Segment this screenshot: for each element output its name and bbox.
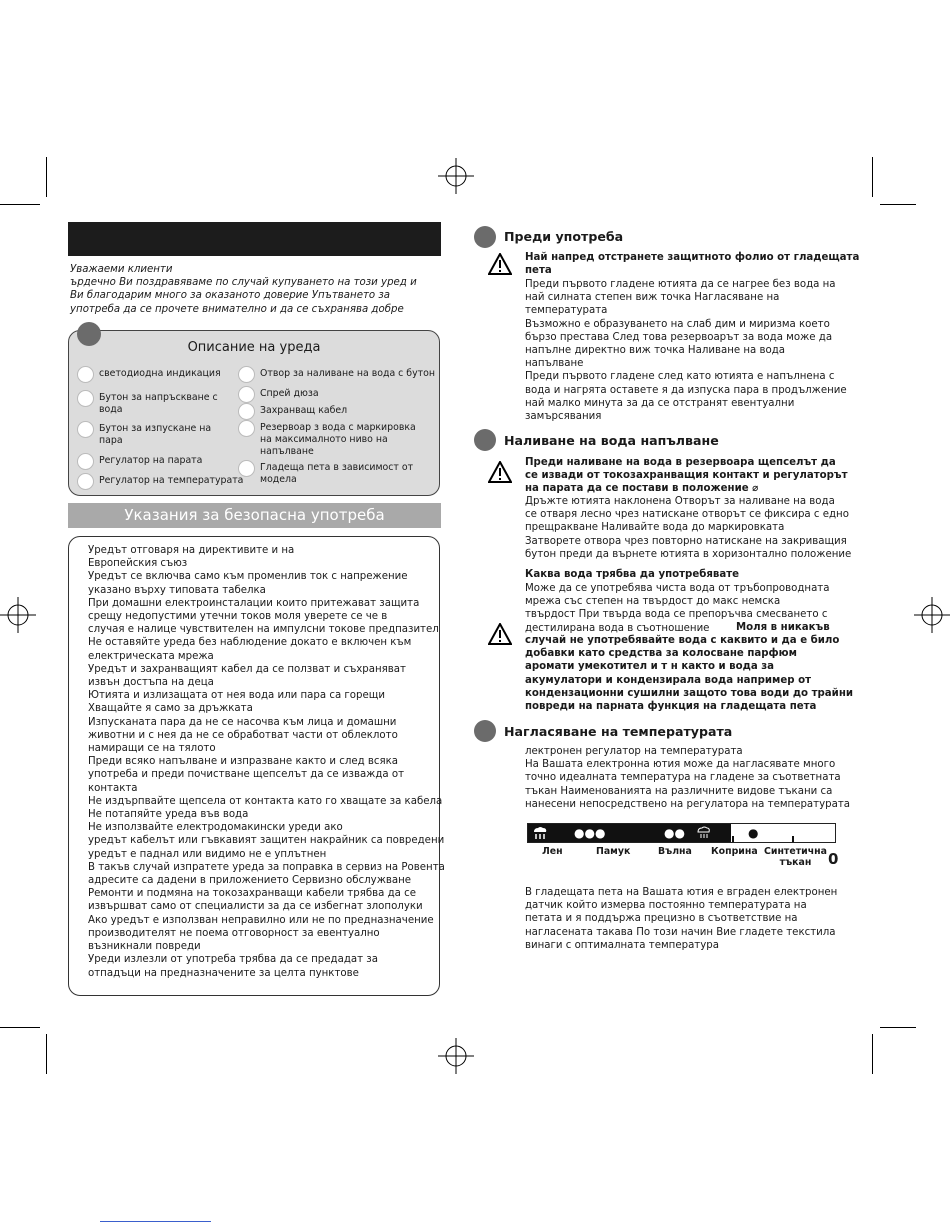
crop-mark — [46, 157, 47, 197]
text-line: срещу недопустими утечни токов моля уверете се че в — [88, 611, 388, 623]
text-line: Уреди излезли от употреба трябва да се предадат за — [88, 954, 378, 966]
text-line: Може да се употребява чиста вода от тръбопроводната — [525, 583, 830, 594]
warning-icon — [488, 461, 512, 483]
text-line: Възможно е образуването на слаб дим и миризма което — [525, 318, 830, 330]
description-box — [68, 330, 440, 496]
item-number-circle — [238, 403, 255, 420]
intro-line: употреба да се прочете внимателно и да се съхранява добре — [70, 303, 404, 315]
text-line: датчик който измерва постоянно температурата на — [525, 900, 807, 912]
text-line: акумулатори и кондензирала вода например от — [525, 674, 811, 686]
registration-mark-icon — [914, 597, 950, 633]
text-line: вода и нагрята оставете я да изпуска пара в продължение — [525, 384, 847, 396]
crop-mark — [880, 1027, 916, 1028]
text-line: При домашни електроинсталации които притежават защита — [88, 597, 420, 609]
text-line: лектронен регулатор на температурата — [525, 746, 743, 757]
text-line: адресите са дадени в приложението Сервизно обслужване — [88, 875, 412, 887]
crop-mark — [0, 1027, 40, 1028]
intro-line: Уважаеми клиенти — [70, 264, 173, 275]
dial-tick — [792, 836, 794, 842]
text-line: Преди всяко напълване и изпразване както и след всяка — [88, 756, 399, 768]
text-line: указано върху типовата табелка — [88, 584, 266, 596]
registration-mark-icon — [0, 597, 36, 633]
text-line: възникнали повреди — [88, 941, 201, 953]
text-line: Не потапяйте уреда във вода — [88, 809, 249, 821]
dial-label-cotton: Памук — [596, 846, 631, 857]
dial-label-wool: Вълна — [658, 846, 692, 857]
item-label: Регулатор на температурата — [99, 475, 244, 486]
text-line: бързо престава След това резервоарът за вода може да — [525, 331, 833, 343]
text-line: Ако уредът е използван неправилно или не по предназначение — [88, 914, 434, 926]
text-line: мрежа със степен на твърдост до макс немска — [525, 596, 781, 608]
text-line: уредът кабелът или гъвкавият защитен накрайник са повредени — [88, 835, 445, 847]
dial-dot-silk: ● — [748, 826, 759, 840]
text-line: Затворете отвора чрез повторно натискане на закриващия — [525, 535, 847, 547]
text-line: замърсявания — [525, 411, 602, 423]
text-line: винаги с оптималната температура — [525, 939, 719, 951]
description-title: Описание на уреда — [187, 340, 321, 355]
water-subtitle: Каква вода трябва да употребявате — [525, 569, 740, 580]
item-number-circle — [77, 473, 94, 490]
text-line: случай не употребявайте вода с каквито и да е било — [525, 635, 840, 646]
text-line: Не оставяйте уреда без наблюдение докато е включен към — [88, 637, 412, 649]
text-line: животни и с нея да не се обработват части от облеклото — [88, 729, 398, 741]
text-line: В такъв случай изпратете уреда за поправка в сервиз на Ровента — [88, 861, 445, 873]
item-number-circle — [238, 460, 255, 477]
section-number-circle — [474, 429, 496, 451]
text-line: Хващайте я само за дръжката — [88, 703, 253, 715]
safety-title: Указания за безопасна употреба — [68, 503, 441, 528]
text-line: производителят не поема отговорност за евентуално — [88, 927, 380, 939]
dial-label-silk: Коприна — [711, 846, 758, 857]
text-line: добавки като средства за колосване парфюм — [525, 648, 797, 660]
section-title-before-use: Преди употреба — [504, 229, 624, 244]
text-line: Преди първото гладене след като ютията е напълнена с — [525, 371, 835, 383]
text-line: дестилирана вода в съотношение — [525, 622, 710, 634]
safety-text — [88, 544, 445, 980]
warning-line: на парата да се постави в положение ⌀ — [525, 483, 759, 495]
item-number-circle — [77, 366, 94, 383]
text-line: случая е налице чувствителен на импулсни токове предпазител — [88, 624, 439, 636]
text-line: извършват само от специалисти за да се избегнат злополуки — [88, 901, 423, 913]
text-line: бутон преди да върнете ютията в хоризонтално положение — [525, 548, 852, 560]
text-line: аромати умекотител и т н както и вода за — [525, 661, 775, 673]
text-line: Изпусканата пара да не се насочва към лица и домашни — [88, 716, 397, 728]
warning-line: Най напред отстранете защитното фолио от гладещата — [525, 252, 860, 263]
dial-tick — [732, 836, 734, 842]
before-use-text — [525, 278, 847, 423]
section-number-circle — [474, 720, 496, 742]
dial-label-linen: Лен — [542, 846, 563, 857]
warning-icon — [488, 623, 512, 645]
warning-line: пета — [525, 265, 552, 277]
steam-icon — [531, 826, 549, 840]
item-number-circle — [238, 386, 255, 403]
filling-warning — [525, 456, 847, 496]
crop-mark — [880, 204, 916, 205]
dial-zero-label: 0 — [828, 850, 839, 868]
warning-icon — [488, 253, 512, 275]
item-label: Бутон за напръскване с вода — [99, 392, 218, 415]
section-number-circle — [474, 226, 496, 248]
crop-mark — [0, 204, 40, 205]
item-number-circle — [77, 421, 94, 438]
text-line: твърдост При твърда вода се препоръчва смесването с — [525, 609, 828, 621]
dial-dots-linen: ●●● — [574, 826, 606, 840]
text-line: нагласената такава По този начин Вие гладете текстила — [525, 926, 836, 938]
text-line: Ремонти и подмяна на токозахранващи кабели трябва да се — [88, 888, 416, 900]
text-line: На Вашата електронна ютия може да нагласявате много — [525, 759, 836, 771]
text-line: Не издърпвайте щепсела от контакта като го хващате за кабела — [88, 795, 443, 807]
registration-mark-icon — [438, 1038, 474, 1074]
dial-label-synthetic: Синтетична тъкан — [764, 846, 827, 868]
header-bar — [68, 222, 441, 256]
filling-text — [525, 495, 851, 561]
text-line: точно идеалната температура на гладене за съответната — [525, 772, 841, 784]
text-line: тъкан Наименованията на различните видове тъкани са — [525, 785, 833, 797]
text-line: уредът е паднал или видимо не е уплътнен — [88, 848, 327, 860]
water-bold-tail: Моля в никакъв — [736, 622, 830, 633]
section-title-filling: Наливане на вода напълване — [504, 433, 719, 448]
item-number-circle — [77, 390, 94, 407]
text-line: контакта — [88, 782, 138, 794]
item-label: Бутон за изпускане на пара — [99, 423, 212, 446]
text-line: В гладещата пета на Вашата ютия е вграден електронен — [525, 887, 838, 898]
text-line: Ютията и излизащата от нея вода или пара са горещи — [88, 690, 385, 702]
intro-line: Ви благодарим много за оказаното доверие Упътването за — [70, 290, 391, 302]
steam-icon — [696, 826, 712, 839]
text-line: напълване — [525, 358, 584, 370]
section-title-temperature: Нагласяване на температурата — [504, 724, 733, 739]
description-item — [238, 422, 428, 456]
footer-link-underline — [100, 1221, 211, 1222]
text-line: Уредът отговаря на директивите и на — [88, 545, 295, 556]
warning-line: се извади от токозахранващия контакт и регулаторът — [525, 470, 848, 482]
temperature-text — [525, 745, 850, 811]
item-label: Регулатор на парата — [99, 455, 203, 466]
item-label: Захранващ кабел — [260, 405, 348, 416]
item-number-circle — [238, 420, 255, 437]
crop-mark — [872, 157, 873, 197]
text-line: се отваря лесно чрез натискане отворът се фиксира с едно — [525, 509, 849, 521]
text-line: напълне директно виж точка Наливане на вода — [525, 345, 786, 357]
warning-line: Преди наливане на вода в резервоара щепселът да — [525, 457, 836, 468]
sensor-text — [525, 886, 837, 952]
item-label: Гладеща пета в зависимост от модела — [260, 462, 414, 485]
item-number-circle — [238, 366, 255, 383]
text-line: прещракване Наливайте вода до маркировката — [525, 522, 785, 534]
text-line: петата и я поддържа прецизно в съответствие на — [525, 913, 798, 925]
text-line: Не използвайте електродомакински уреди ако — [88, 822, 343, 834]
text-line: кондензационни сушилни защото това води до трайни — [525, 687, 853, 699]
before-use-warning — [525, 251, 859, 277]
text-line: температурата — [525, 305, 608, 317]
section-number-circle — [77, 322, 101, 346]
item-label: Спрей дюза — [260, 388, 319, 399]
text-line: употреба и преди почистване щепселът да се изважда от — [88, 769, 405, 781]
text-line: повреди на парната функция на гладещата пета — [525, 701, 817, 713]
text-line: извън достъпа на деца — [88, 677, 214, 689]
text-line: отпадъци на предназначените за целта пунктове — [88, 967, 359, 979]
text-line: най силната степен виж точка Нагласяване на — [525, 292, 780, 304]
crop-mark — [872, 1034, 873, 1074]
text-line: намиращи се на тялото — [88, 743, 216, 755]
crop-mark — [46, 1034, 47, 1074]
water-warning — [525, 634, 853, 713]
text-line: Европейския съюз — [88, 558, 188, 570]
temperature-dial[interactable] — [527, 823, 836, 843]
dial-dots-cotton: ●● — [664, 826, 685, 840]
item-number-circle — [77, 453, 94, 470]
text-line: Уредът и захранващият кабел да се ползват и съхраняват — [88, 663, 406, 675]
item-label: Отвор за наливане на вода с бутон — [260, 368, 435, 379]
text-line: нанесени непосредствено на регулатора на температурата — [525, 798, 851, 810]
text-line: електрическата мрежа — [88, 650, 214, 662]
intro-text — [70, 263, 438, 316]
registration-mark-icon — [438, 158, 474, 194]
item-label: светодиодна индикация — [99, 368, 221, 379]
item-label: Резервоар з вода с маркировка на максималното ниво на напълване — [260, 422, 416, 457]
description-item — [238, 462, 428, 496]
text-line: Дръжте ютията наклонена Отворът за наливане на вода — [525, 496, 835, 507]
intro-line: ърдечно Ви поздравяваме по случай купуването на този уред и — [70, 277, 417, 289]
text-line: най малко минута за да се отстранят евентуални — [525, 397, 795, 409]
text-line: Уредът се включва само към променлив ток с напрежение — [88, 571, 408, 583]
text-line: Преди първото гладене ютията да се нагрее без вода на — [525, 279, 836, 290]
